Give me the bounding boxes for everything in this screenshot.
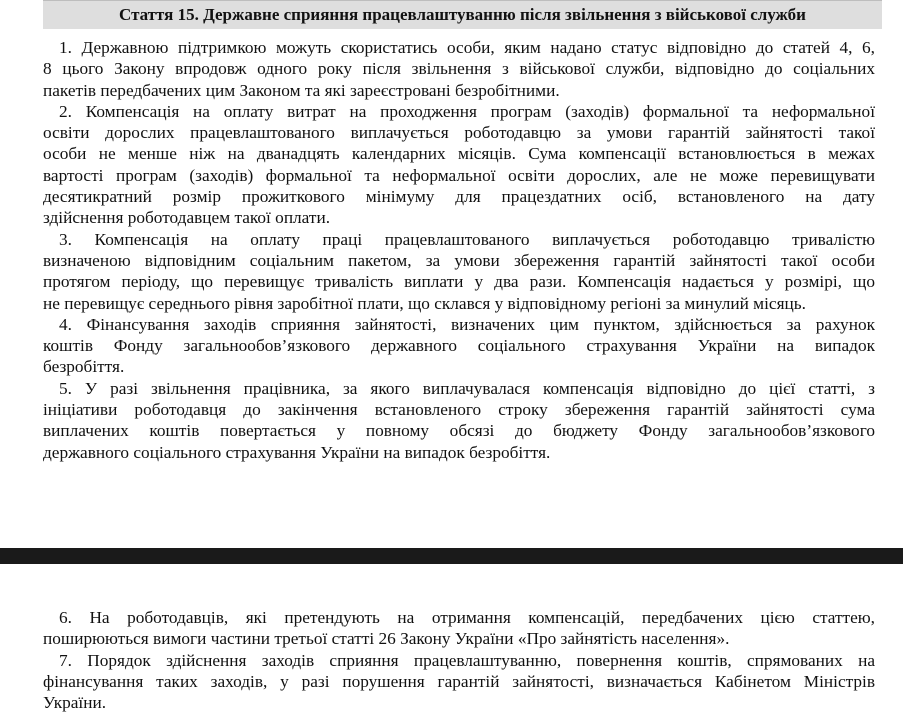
text-line: поширюються вимоги частини третьої статті 26 Закону України «Про зайнятість населення». [43,629,730,649]
text-line: фінансування таких заходів, у разі порушення гарантій зайнятості, визначається Кабінетом Міністрів [43,671,875,691]
text-line: десятикратний розмір прожиткового мінімуму для працездатних осіб, встановленого на дату [43,187,875,207]
text-line: вартості програм (заходів) формальної та неформальної освіти дорослих, але не може перевищувати [43,165,875,185]
text-line: 2. Компенсація на оплату витрат на проходження програм (заходів) формальної та неформальної [59,101,875,121]
paragraph-7 [43,650,875,714]
article-body-upper [43,37,875,463]
paragraph-4 [43,314,875,378]
text-line: ініціативи роботодавця до закінчення встановленого строку збереження гарантій зайнятості сума [43,400,875,420]
text-line: державного соціального страхування України на випадок безробіття. [43,442,551,462]
page-break-bar [0,548,903,564]
text-line: 6. На роботодавців, які претендують на отримання компенсацій, передбачених цією статтею, [59,608,875,627]
paragraph-1 [43,37,875,101]
text-line: коштів Фонду загальнообов’язкового державного соціального страхування України на випадок [43,336,875,356]
text-line: 3. Компенсація на оплату праці працевлаштованого виплачується роботодавцю тривалістю [59,229,875,249]
text-line: визначеною відповідним соціальним пакетом, за умови збереження гарантій зайнятості такої особи [43,250,875,270]
text-line: України. [43,693,107,713]
paragraph-2 [43,101,875,229]
article-title: Стаття 15. Державне сприяння працевлаштуванню після звільнення з військової служби [43,1,882,29]
paragraph-5 [43,378,875,463]
paragraph-3 [43,229,875,314]
text-line: протягом періоду, що перевищує тривалість виплати у два рази. Компенсація надається у розмірі, що [43,272,875,292]
paragraph-6 [43,607,875,650]
text-line: 5. У разі звільнення працівника, за якого виплачувалася компенсація відповідно до цієї статті, з [59,378,875,398]
text-line: 8 цього Закону впродовж одного року після звільнення з військової служби, відповідно до соціальних [43,59,875,79]
text-line: 7. Порядок здійснення заходів сприяння працевлаштуванню, повернення коштів, спрямованих на [59,650,875,670]
text-line: 1. Державною підтримкою можуть скористатись особи, яким надано статус відповідно до статей 4, 6, [59,38,875,57]
text-line: здійснення роботодавцем такої оплати. [43,208,331,228]
text-line: освіти дорослих працевлаштованого виплачується роботодавцю за умови гарантій зайнятості такої [43,123,875,143]
text-line: особи не менше ніж на дванадцять календарних місяців. Сума компенсації встановлюється в межах [43,144,875,164]
article-body-lower [43,607,875,713]
text-line: виплачених коштів повертається у повному обсязі до бюджету Фонду загальнообов’язкового [43,421,875,441]
text-line: безробіття. [43,357,125,377]
text-line: не перевищує середнього рівня заробітної плати, що склався у відповідному регіоні за минулий місяць. [43,293,806,313]
text-line: пакетів передбачених цим Законом та які зареєстровані безробітними. [43,80,560,100]
text-line: 4. Фінансування заходів сприяння зайнятості, визначених цим пунктом, здійснюється за рахунок [59,314,875,334]
